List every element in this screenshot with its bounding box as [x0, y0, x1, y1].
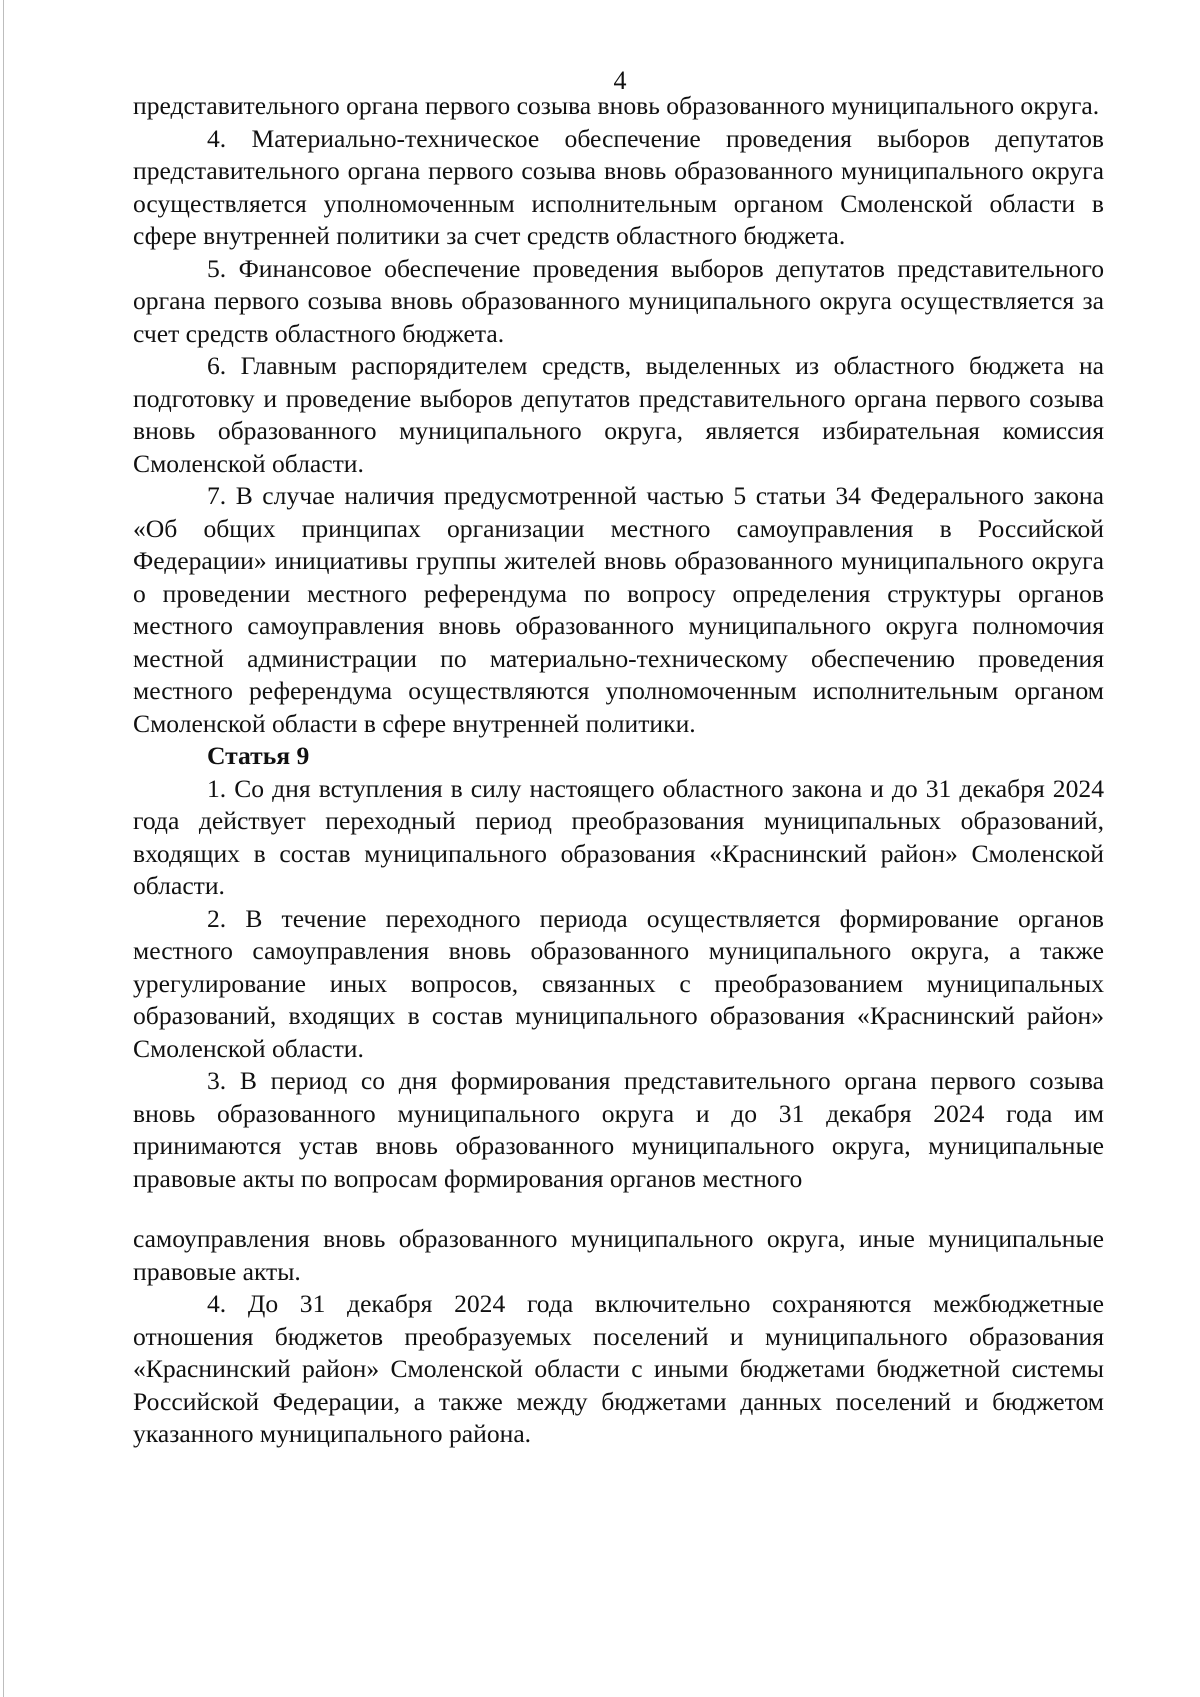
page-break-gap: [133, 1195, 1104, 1223]
paragraph-item-5: 5. Финансовое обеспечение проведения выборов депутатов представительного органа первого созыва вновь образованного муниципального округа осуществляется за счет средств областного бюджета.: [133, 253, 1104, 348]
article-paragraph-4: 4. До 31 декабря 2024 года включительно сохраняются межбюджетные отношения бюджетов преобразуемых поселений и муниципального образования «Краснинский район» Смоленской области с иными бюджетами бюджетной системы Российской Федерации, а также между бюджетами данных поселений и бюджетом указанного муниципального района.: [133, 1289, 1104, 1448]
article-heading: Статья 9: [207, 741, 310, 770]
paragraph-continued: представительного органа первого созыва вновь образованного муниципального округа.: [133, 91, 1100, 120]
article-paragraph-3: 3. В период со дня формирования представительного органа первого созыва вновь образованного муниципального округа и до 31 декабря 2024 года им принимаются устав вновь образованного муниципального округа, муниципальные правовые акты по вопросам формирования органов местного: [133, 1066, 1104, 1193]
scan-edge-line: [3, 0, 4, 1697]
continuation-paragraph: самоуправления вновь образованного муниципального округа, иные муниципальные правовые акты.: [133, 1224, 1104, 1286]
paragraph-item-4: 4. Материально-техническое обеспечение проведения выборов депутатов представительного органа первого созыва вновь образованного муниципального округа осуществляется уполномоченным исполнительным органом Смоленской области в сфере внутренней политики за счет средств областного бюджета.: [133, 123, 1104, 250]
article-paragraph-2: 2. В течение переходного периода осуществляется формирование органов местного самоуправления вновь образованного муниципального округа, а также урегулирование иных вопросов, связанных с преобразованием муниципальных образований, входящих в состав муниципального образования «Краснинский район» Смоленской области.: [133, 903, 1104, 1063]
page-number: 4: [613, 66, 627, 95]
paragraph-item-6: 6. Главным распорядителем средств, выделенных из областного бюджета на подготовку и проведение выборов депутатов представительного органа первого созыва вновь образованного муниципального округа, является избирательная комиссия Смоленской области.: [133, 351, 1104, 478]
document-body: [133, 90, 1104, 1451]
article-paragraph-1: 1. Со дня вступления в силу настоящего областного закона и до 31 декабря 2024 года действует переходный период преобразования муниципальных образований, входящих в состав муниципального образования «Краснинский район» Смоленской области.: [133, 773, 1104, 900]
paragraph-item-7: 7. В случае наличия предусмотренной частью 5 статьи 34 Федерального закона «Об общих принципах организации местного самоуправления в Российской Федерации» инициативы группы жителей вновь образованного муниципального округа о проведении местного референдума по вопросу определения структуры органов местного самоуправления вновь образованного муниципального округа полномочия местной администрации по материально-техническому обеспечению проведения местного референдума осуществляются уполномоченным исполнительным органом Смоленской области в сфере внутренней политики.: [133, 481, 1104, 738]
